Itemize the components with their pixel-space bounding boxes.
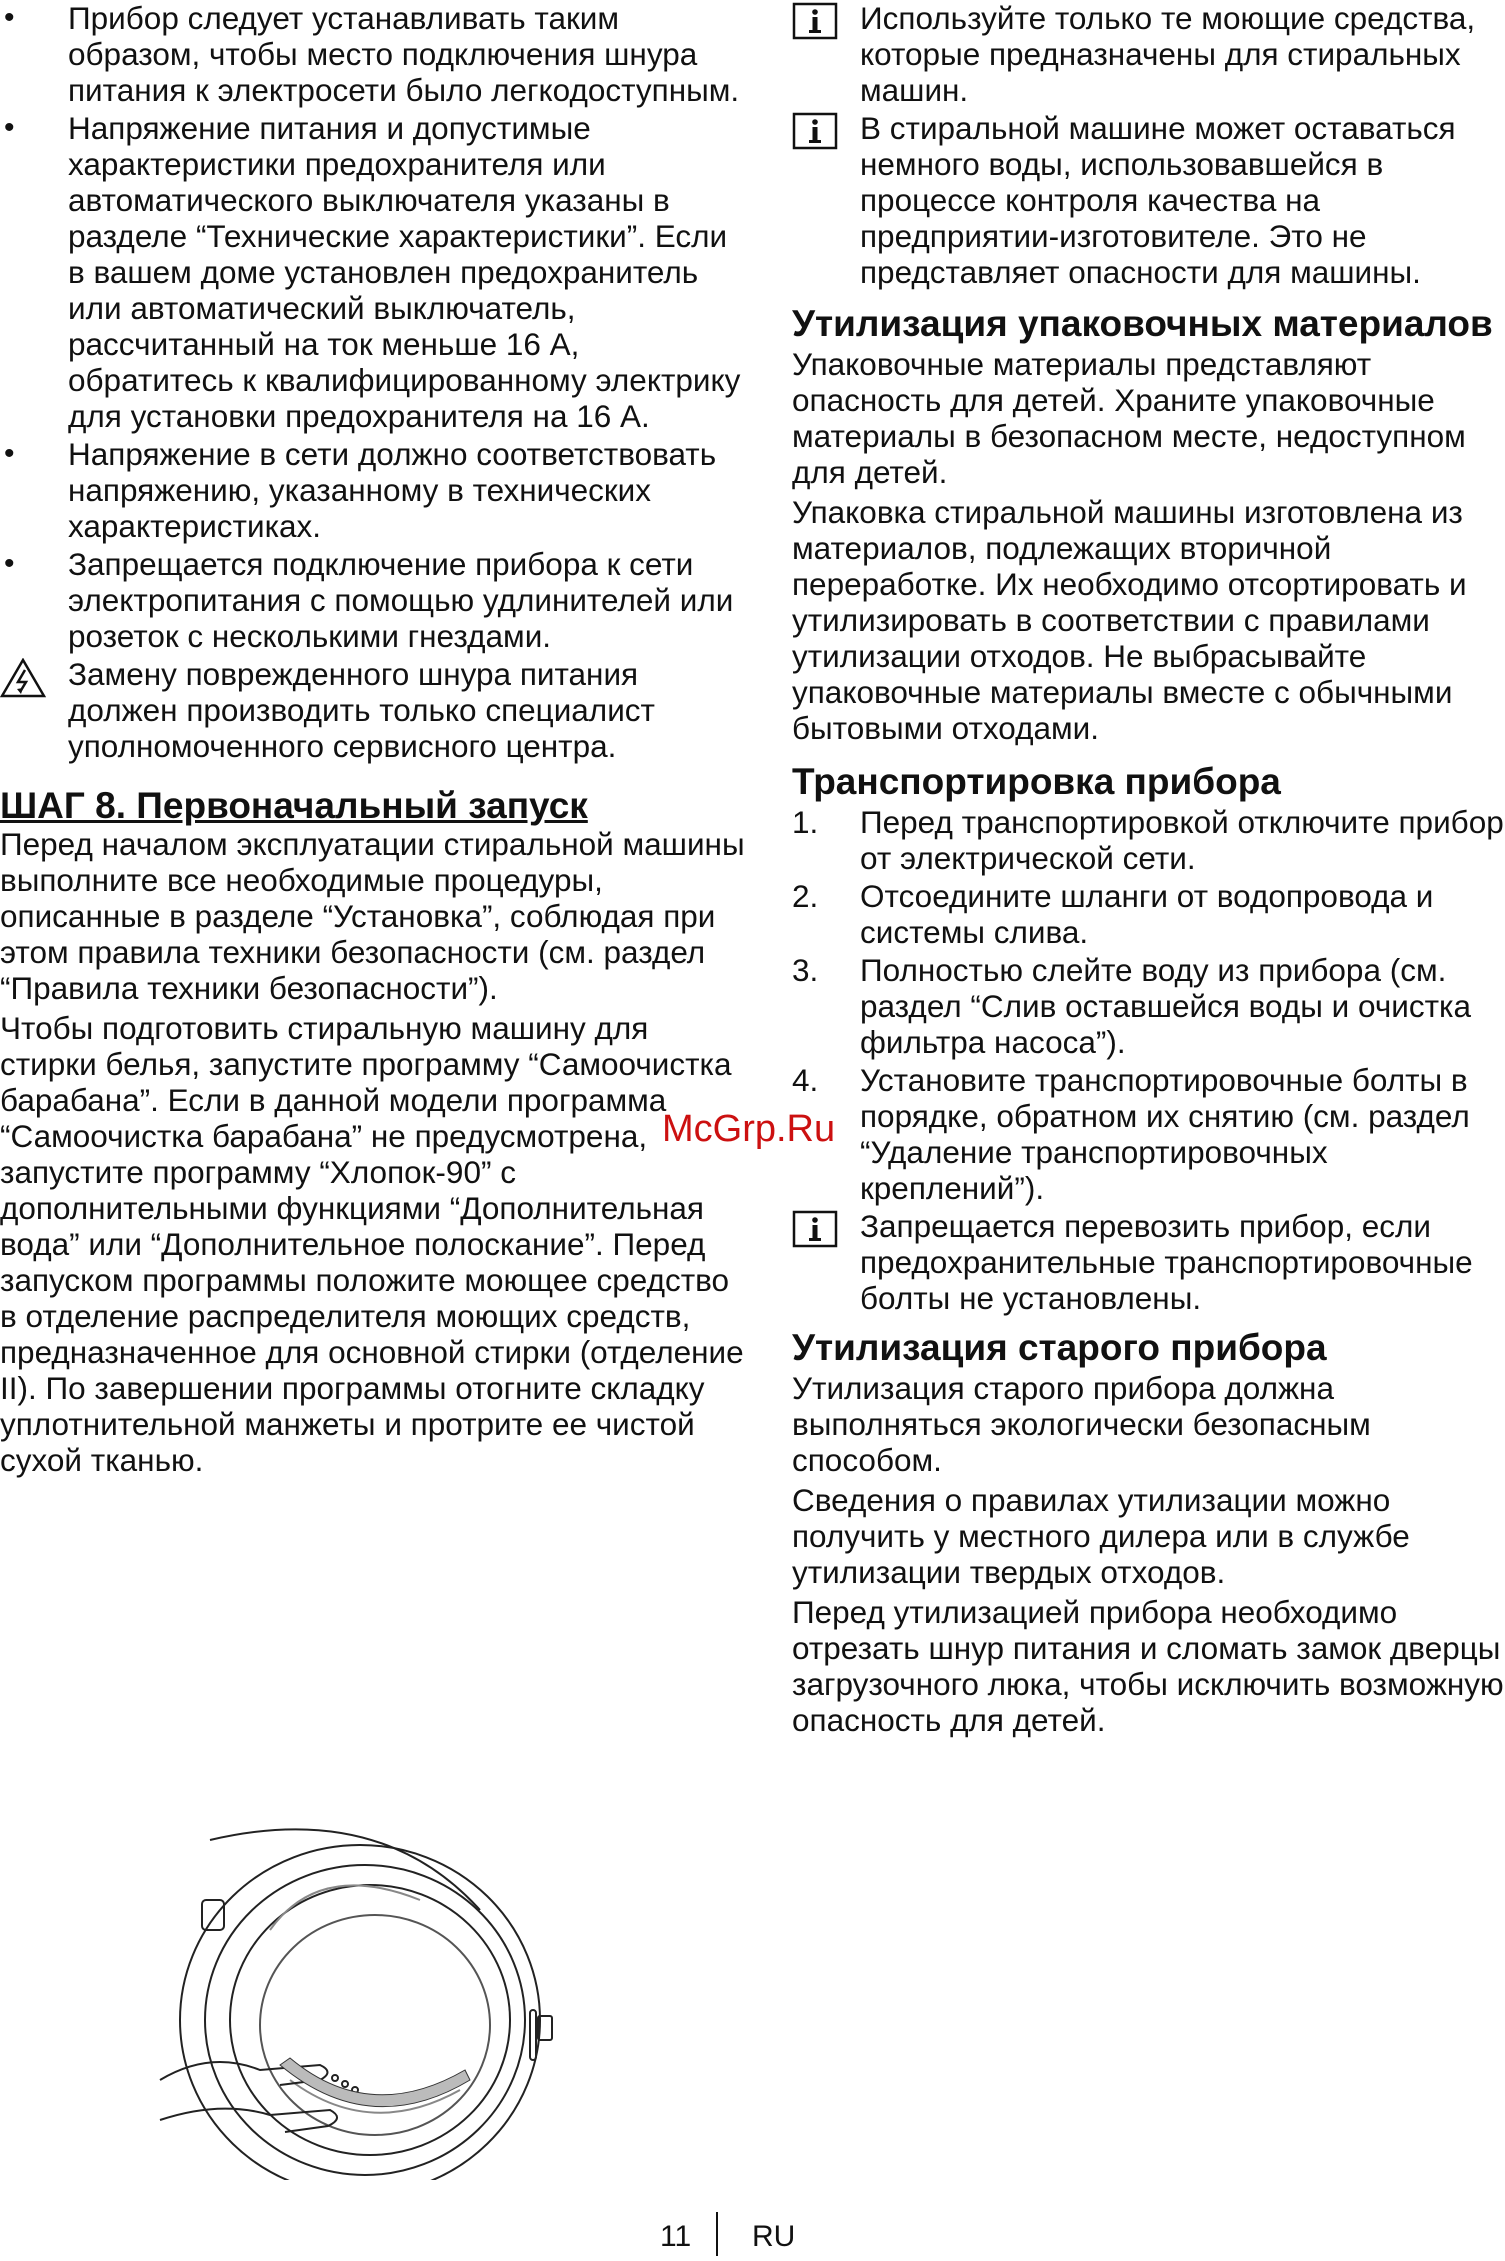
step-number: 3. xyxy=(792,952,819,988)
right-column xyxy=(792,0,1505,1738)
info-icon xyxy=(792,1210,838,1250)
info-icon xyxy=(792,112,838,152)
safety-bullet-list xyxy=(0,0,745,654)
transport-heading: Транспортировка прибора xyxy=(792,761,1281,802)
step-text: Перед транспортировкой отключите прибор от электрической сети. xyxy=(860,804,1504,876)
packaging-paragraph-2: Упаковка стиральной машины изготовлена из материалов, подлежащих вторичной переработке. Их необходимо отсортировать и утилизировать в соответствии с правилами утилизации отходов. Не выбрасывайте упаковочные материалы вместе с обычными бытовыми отходами. xyxy=(792,494,1467,746)
watermark: McGrp.Ru xyxy=(662,1108,836,1150)
disposal-paragraph-1: Утилизация старого прибора должна выполняться экологически безопасным способом. xyxy=(792,1370,1371,1478)
step-number: 1. xyxy=(792,804,819,840)
step-number: 4. xyxy=(792,1062,819,1098)
door-seal-illustration xyxy=(120,1820,570,2180)
packaging-paragraph-1: Упаковочные материалы представляют опасность для детей. Храните упаковочные материалы в безопасном месте, недоступном для детей. xyxy=(792,346,1466,490)
disposal-paragraph-2: Сведения о правилах утилизации можно получить у местного дилера или в службе утилизации твердых отходов. xyxy=(792,1482,1410,1590)
info-note-text: Используйте только те моющие средства, которые предназначены для стиральных машин. xyxy=(860,0,1476,108)
language-code: RU xyxy=(752,2220,796,2253)
warning-note xyxy=(0,656,745,764)
list-item xyxy=(792,1062,1505,1206)
info-note xyxy=(792,1208,1505,1316)
left-column xyxy=(0,0,745,1478)
page-footer xyxy=(0,2220,1505,2260)
bullet-item: • Запрещается подключение прибора к сети электропитания с помощью удлинителей или розеток с несколькими гнездами. xyxy=(0,546,745,654)
info-note-text: В стиральной машине может оставаться немного воды, использовавшейся в процессе контроля качества на предприятии-изготовителе. Это не представляет опасности для машины. xyxy=(860,110,1456,290)
step8-paragraph-2: Чтобы подготовить стиральную машину для стирки белья, запустите программу “Самоочистка барабана”. Если в данной модели программа “Самоочистка барабана” не предусмотрена, запустите программу “Хлопок-90” с дополнительными функциями “Дополнительная вода” или “Дополнительное полоскание”. Перед запуском программы положите моющее средство в отделение распределителя моющих средств, предназначенное для основной стирки (отделение II). По завершении программы отогните складку уплотнительной манжеты и протрите ее чистой сухой тканью. xyxy=(0,1010,744,1478)
info-note-text: Запрещается перевозить прибор, если предохранительные транспортировочные болты не установлены. xyxy=(860,1208,1473,1316)
step-text: Установите транспортировочные болты в порядке, обратном их снятию (см. раздел “Удаление транспортировочных креплений”). xyxy=(860,1062,1470,1206)
step-number: 2. xyxy=(792,878,819,914)
warning-note-text: Замену поврежденного шнура питания должен производить только специалист уполномоченного сервисного центра. xyxy=(68,656,655,764)
step-text: Отсоедините шланги от водопровода и системы слива. xyxy=(860,878,1434,950)
step-text: Полностью слейте воду из прибора (см. раздел “Слив оставшейся воды и очистка фильтра насоса”). xyxy=(860,952,1471,1060)
list-item xyxy=(792,804,1505,876)
transport-steps xyxy=(792,804,1505,1206)
warning-electric-icon xyxy=(0,658,46,698)
disposal-paragraph-3: Перед утилизацией прибора необходимо отрезать шнур питания и сломать замок дверцы загрузочного люка, чтобы исключить возможную опасность для детей. xyxy=(792,1594,1504,1738)
disposal-heading: Утилизация старого прибора xyxy=(792,1327,1327,1368)
info-note xyxy=(792,0,1505,108)
footer-divider xyxy=(716,2212,718,2256)
list-item xyxy=(792,878,1505,950)
bullet-item: • Напряжение в сети должно соответствовать напряжению, указанному в технических характеристиках. xyxy=(0,436,745,544)
step8-paragraph-1: Перед началом эксплуатации стиральной машины выполните все необходимые процедуры, описанные в разделе “Установка”, соблюдая при этом правила техники безопасности (см. раздел “Правила техники безопасности”). xyxy=(0,826,745,1006)
packaging-heading: Утилизация упаковочных материалов xyxy=(792,303,1493,344)
info-icon xyxy=(792,2,838,42)
page-number: 11 xyxy=(660,2220,692,2253)
info-note xyxy=(792,110,1505,290)
step8-heading: ШАГ 8. Первоначальный запуск xyxy=(0,785,588,826)
list-item xyxy=(792,952,1505,1060)
bullet-item: • Прибор следует устанавливать таким образом, чтобы место подключения шнура питания к электросети было легкодоступным. xyxy=(0,0,745,108)
bullet-item: • Напряжение питания и допустимые характеристики предохранителя или автоматического выключателя указаны в разделе “Технические характеристики”. Если в вашем доме установлен предохранитель или автоматический выключатель, рассчитанный на ток меньше 16 А, обратитесь к квалифицированному электрику для установки предохранителя на 16 А. xyxy=(0,110,745,434)
